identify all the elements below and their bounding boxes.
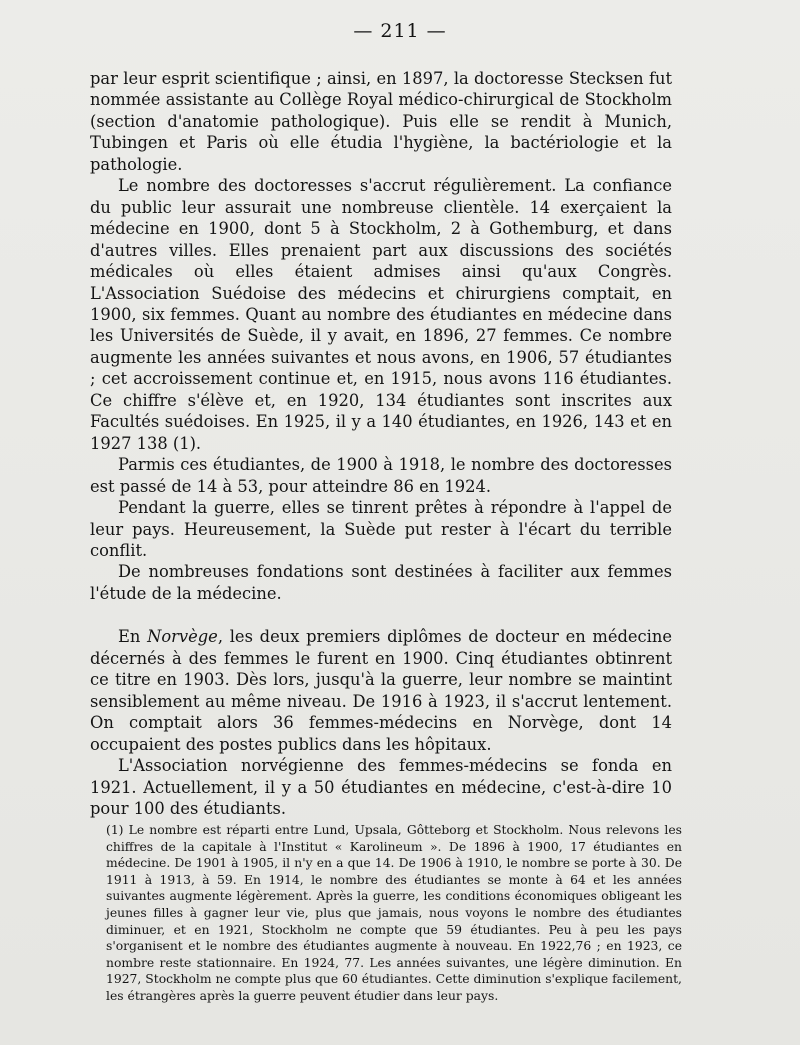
norway-country: Norvège	[147, 627, 218, 647]
paragraph: De nombreuses fondations sont destinées à faciliter aux femmes l'étude de la médecine.	[90, 562, 672, 603]
page-number: — 211 —	[353, 20, 447, 42]
norway-lead: En	[118, 627, 148, 647]
paragraph: Parmis ces étudiantes, de 1900 à 1918, le nombre des doctoresses est passé de 14 à 53, pour atteindre 86 en 1924.	[90, 455, 672, 496]
paragraph-norway	[90, 626, 672, 755]
footnotes	[106, 822, 682, 1005]
paragraph: Pendant la guerre, elles se tinrent prêtes à répondre à l'appel de leur pays. Heureusement, la Suède put rester à l'écart du terrible conflit.	[90, 498, 672, 560]
paragraph: par leur esprit scientifique ; ainsi, en 1897, la doctoresse Stecksen fut nommée assistante au Collège Royal médico-chirurgical de Stockholm (section d'anatomie pathologique). Puis elle se rendit à Munich, Tubingen et Paris où elle étudia l'hygiène, la bactériologie et la pathologie.	[90, 69, 672, 174]
paragraph: L'Association norvégienne des femmes-médecins se fonda en 1921. Actuellement, il y a 50 étudiantes en médecine, c'est-à-dire 10 pour 100 des étudiants.	[90, 756, 672, 818]
norway-text: , les deux premiers diplômes de docteur en médecine décernés à des femmes le furent en 1900. Cinq étudiantes obtinrent ce titre en 1903. Dès lors, jusqu'à la guerre, leur nombre se maintint sensiblement au même niveau. De 1916 à 1923, il s'accrut lentement. On comptait alors 36 femmes-médecins en Norvège, dont 14 occupaient des postes publics dans les hôpitaux.	[90, 627, 672, 754]
body-text	[90, 68, 672, 819]
paragraph: Le nombre des doctoresses s'accrut régulièrement. La confiance du public leur assurait une nombreuse clientèle. 14 exerçaient la médecine en 1900, dont 5 à Stockholm, 2 à Gothemburg, et dans d'autres villes. Elles prenaient part aux discussions des sociétés médicales où elles étaient admises ainsi qu'aux Congrès. L'Association Suédoise des médecins et chirurgiens comptait, en 1900, six femmes. Quant au nombre des étudiantes en médecine dans les Universités de Suède, il y avait, en 1896, 27 femmes. Ce nombre augmente les années suivantes et nous avons, en 1906, 57 étudiantes ; cet accroissement continue et, en 1915, nous avons 116 étudiantes. Ce chiffre s'élève et, en 1920, 134 étudiantes sont inscrites aux Facultés suédoises. En 1925, il y a 140 étudiantes, en 1926, 143 et en 1927 138 (1).	[90, 176, 672, 453]
footnote: (1) Le nombre est réparti entre Lund, Upsala, Gôtteborg et Stockholm. Nous relevons les chiffres de la capitale à l'Institut « Karolineum ». De 1896 à 1900, 17 étudiantes en médecine. De 1901 à 1905, il n'y en a que 14. De 1906 à 1910, le nombre se porte à 30. De 1911 à 1913, à 59. En 1914, le nombre des étudiantes se monte à 64 et les années suivantes augmente légèrement. Après la guerre, les conditions économiques obligeant les jeunes filles à gagner leur vie, plus que jamais, nous voyons le nombre des étudiantes diminuer, et en 1921, Stockholm ne compte que 59 étudiantes. Peu à peu les pays s'organisent et le nombre des étudiantes augmente à nouveau. En 1922,76 ; en 1923, ce nombre reste stationnaire. En 1924, 77. Les années suivantes, une légère diminution. En 1927, Stockholm ne compte plus que 60 étudiantes. Cette diminution s'explique facilement, les étrangères après la guerre peuvent étudier dans leur pays.	[106, 823, 682, 1003]
